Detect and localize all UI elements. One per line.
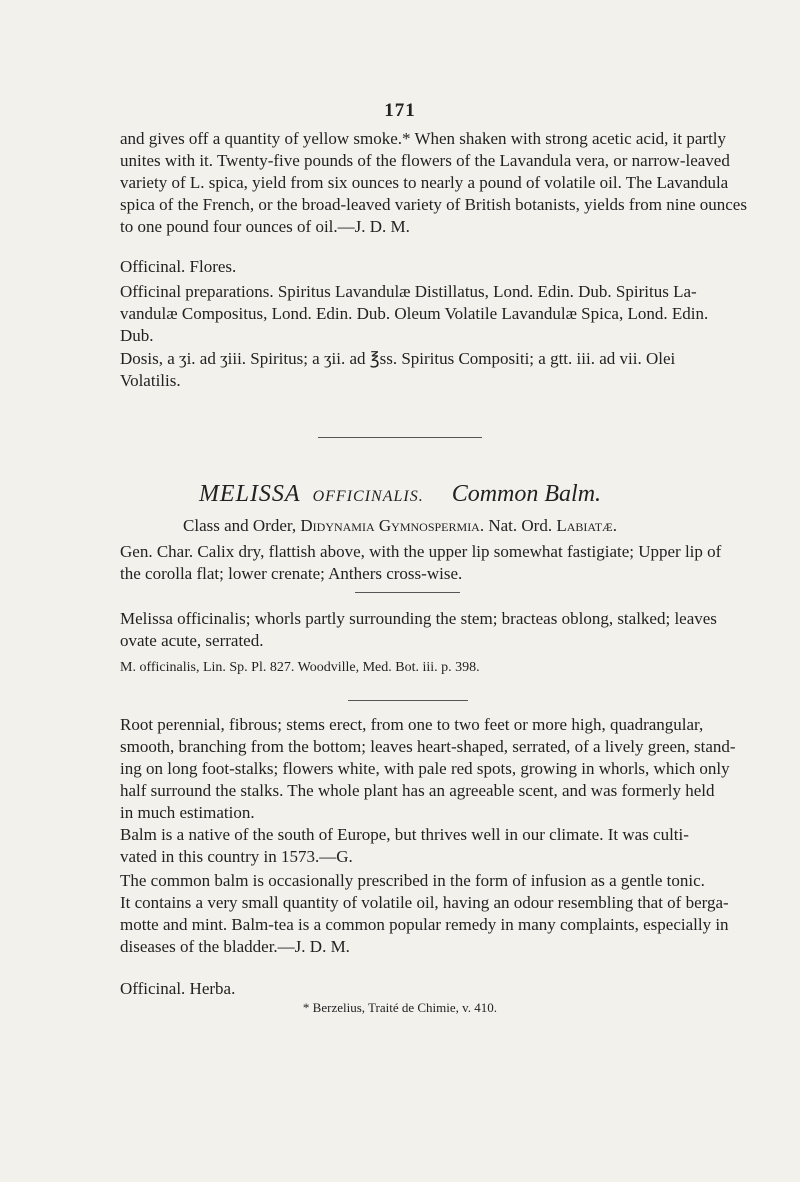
short-divider (355, 592, 460, 593)
section-divider (318, 437, 482, 438)
officinal-preparations (120, 281, 709, 347)
text-line: vated in this country in 1573.—G. (120, 847, 353, 866)
text-line: in much estimation. (120, 803, 255, 822)
text-line: half surround the stalks. The whole plant has an agreeable scent, and was formerly held (120, 781, 715, 800)
officinal-flores (120, 256, 680, 278)
text-line: Balm is a native of the south of Europe, but thrives well in our climate. It was culti- (120, 825, 689, 844)
text-line: diseases of the bladder.—J. D. M. (120, 937, 350, 956)
dosis-paragraph (120, 348, 680, 392)
text-line: Root perennial, fibrous; stems erect, from one to two feet or more high, quadrangular, (120, 715, 704, 734)
genus-name: MELISSA (198, 481, 301, 507)
lavender-oil-paragraph (120, 128, 747, 238)
page-number: 171 (384, 100, 416, 121)
text-line: and gives off a quantity of yellow smoke.* When shaken with strong acetic acid, it partly (120, 129, 727, 148)
plant-description (120, 714, 736, 824)
text-line: to one pound four ounces of oil.—J. D. M. (120, 217, 410, 236)
officinal-herba (120, 978, 680, 1000)
text-line: unites with it. Twenty-five pounds of the flowers of the Lavandula vera, or narrow-leaved (120, 151, 730, 170)
text-line: The common balm is occasionally prescribed in the form of infusion as a gentle tonic. (120, 871, 705, 890)
footnote: * Berzelius, Traité de Chimie, v. 410. (302, 1000, 498, 1015)
text-line: motte and mint. Balm-tea is a common popular remedy in many complaints, especially in (120, 915, 729, 934)
native-range-paragraph (120, 824, 689, 868)
text-line: ing on long foot-stalks; flowers white, with pale red spots, growing in whorls, which only (120, 759, 730, 778)
class-order-line (120, 515, 680, 537)
order-name: Labiatæ. (556, 516, 617, 535)
short-divider (348, 700, 468, 701)
text-line: Gen. Char. Calix dry, flattish above, with the upper lip somewhat fastigiate; Upper lip of (120, 542, 722, 561)
text-line: variety of L. spica, yield from six ounces to nearly a pound of volatile oil. The Lavandula (120, 173, 729, 192)
class-name: Didynamia Gymnospermia. (300, 516, 485, 535)
text-line: Dub. (120, 326, 154, 345)
text-line: Melissa officinalis; whorls partly surrounding the stem; bracteas oblong, stalked; leaves (120, 609, 717, 628)
text-line: Dosis, a ʒi. ad ʒiii. Spiritus; a ʒii. ad ℥ss. Spiritus Compositi; a gtt. iii. ad vii. Olei (120, 349, 676, 368)
species-name: OFFICINALIS. (312, 488, 424, 505)
medicinal-uses-paragraph (120, 870, 729, 958)
text-line: It contains a very small quantity of volatile oil, having an odour resembling that of berga- (120, 893, 729, 912)
text-line: Officinal. Herba. (120, 979, 236, 998)
common-name: Common Balm. (451, 481, 602, 507)
species-description (120, 608, 717, 652)
text-line: M. officinalis, Lin. Sp. Pl. 827. Woodville, Med. Bot. iii. p. 398. (120, 660, 480, 675)
class-prefix: Class and Order, (183, 516, 297, 535)
text-line: the corolla flat; lower crenate; Anthers cross-wise. (120, 564, 463, 583)
text-line: Officinal preparations. Spiritus Lavandulæ Distillatus, Lond. Edin. Dub. Spiritus La- (120, 282, 697, 301)
species-heading (0, 481, 800, 508)
generic-character (120, 541, 722, 585)
text-line: ovate acute, serrated. (120, 631, 264, 650)
text-line: spica of the French, or the broad-leaved variety of British botanists, yields from nine ounces (120, 195, 747, 214)
text-line: Volatilis. (120, 371, 181, 390)
text-line: vandulæ Compositus, Lond. Edin. Dub. Oleum Volatile Lavandulæ Spica, Lond. Edin. (120, 304, 709, 323)
synonym-reference (120, 657, 680, 679)
text-line: smooth, branching from the bottom; leaves heart-shaped, serrated, of a lively green, stand- (120, 737, 736, 756)
order-prefix: Nat. Ord. (488, 516, 553, 535)
text-line: Officinal. Flores. (120, 257, 237, 276)
